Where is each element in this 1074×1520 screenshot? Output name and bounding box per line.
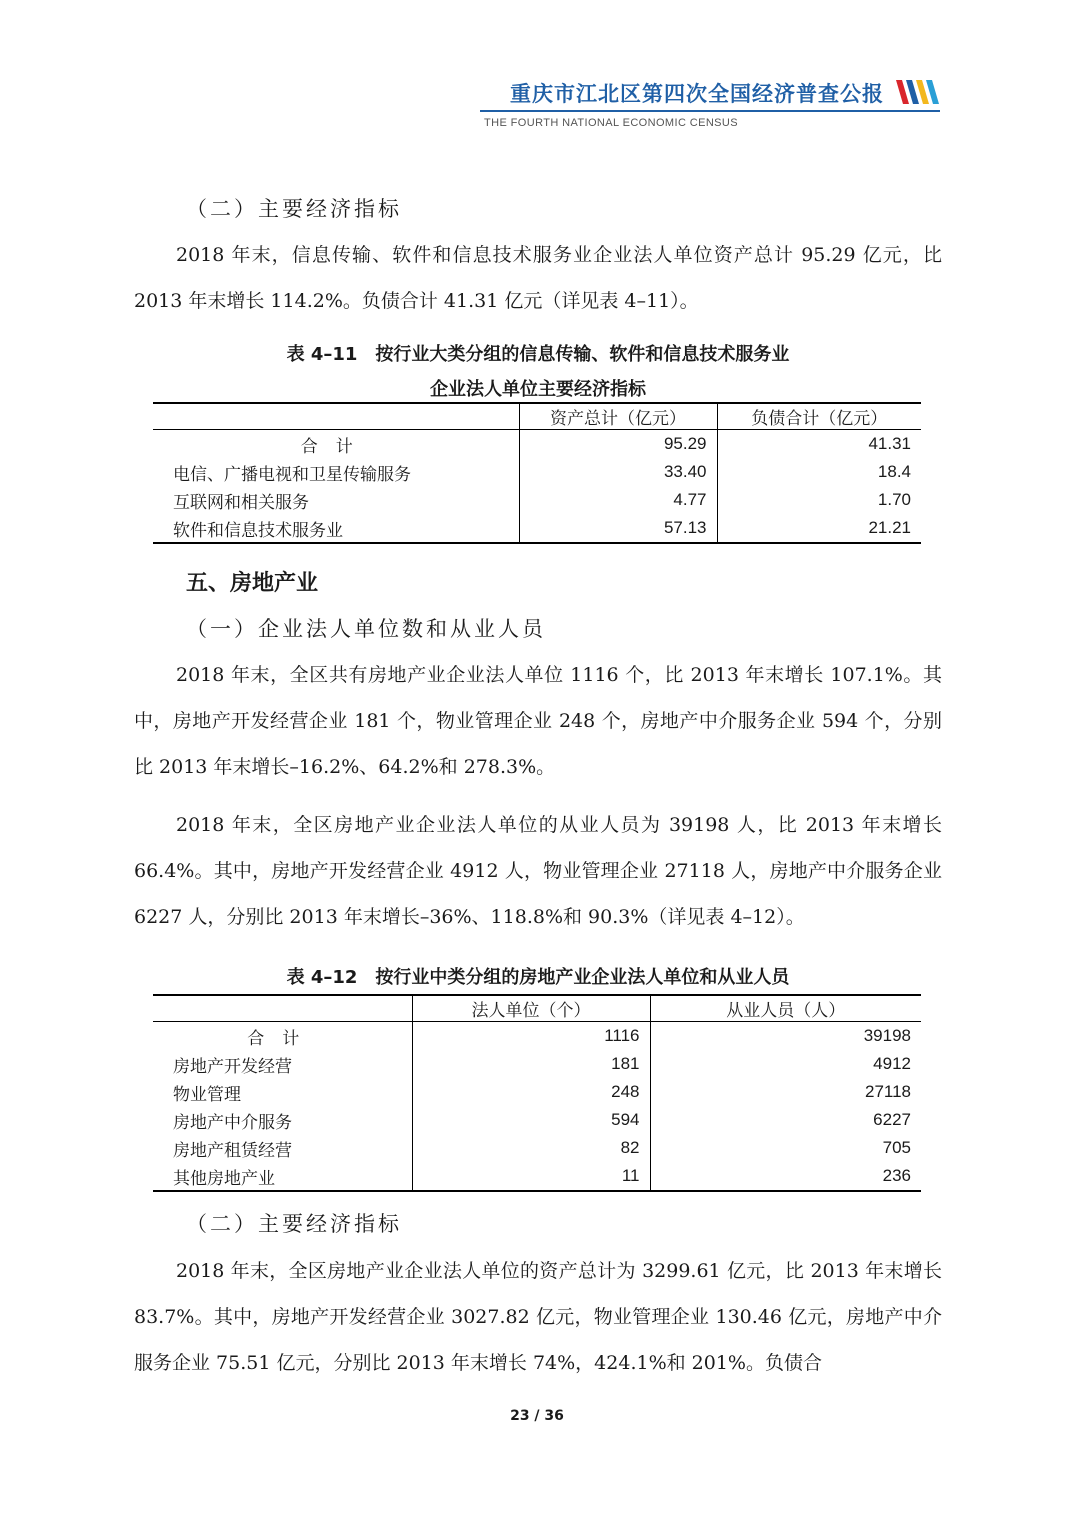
row-label: 房地产租赁经营 — [173, 1140, 292, 1160]
value-cell: 181 — [412, 1050, 650, 1078]
value-cell: 4912 — [650, 1050, 921, 1078]
header-subtitle: THE FOURTH NATIONAL ECONOMIC CENSUS — [484, 117, 738, 129]
section-heading: （一）企业法人单位数和从业人员 — [186, 617, 546, 641]
table-header-row — [153, 995, 921, 1022]
paragraph: 2018 年末，全区房地产业企业法人单位的资产总计为 3299.61 亿元，比 2013 年末增长 83.7%。其中，房地产开发经营企业 3027.82 亿元，物业管理企业 130.46 亿元，房地产中介服务企业 75.51 亿元，分别比 2013 年末增长 74%，424.1%和 201%。负债合 — [134, 1260, 942, 1374]
value-cell: 236 — [650, 1162, 921, 1191]
value-cell: 11 — [412, 1162, 650, 1191]
page-header — [0, 0, 1074, 140]
header-cell: 法人单位（个） — [412, 995, 650, 1022]
value-cell: 4.77 — [519, 486, 717, 514]
paragraph: 2018 年末，全区共有房地产业企业法人单位 1116 个，比 2013 年末增长 107.1%。其中，房地产开发经营企业 181 个，物业管理企业 248 个，房地产中介服务企业 594 个，分别比 2013 年末增长–16.2%、64.2%和 278.3%。 — [134, 664, 942, 778]
value-cell: 594 — [412, 1106, 650, 1134]
table-4-12-caption: 表 4–12 按行业中类分组的房地产业企业法人单位和从业人员 — [286, 967, 790, 988]
value-cell: 39198 — [650, 1022, 921, 1051]
row-label: 互联网和相关服务 — [173, 492, 309, 512]
value-cell: 248 — [412, 1078, 650, 1106]
header-stripes-logo — [896, 80, 940, 104]
value-cell: 18.4 — [717, 458, 921, 486]
header-cell — [153, 403, 519, 430]
header-rule — [480, 110, 940, 112]
table-4-12 — [153, 994, 921, 1192]
table-row — [153, 1078, 921, 1106]
row-label: 合计 — [300, 436, 371, 456]
row-label: 房地产开发经营 — [173, 1056, 292, 1076]
value-cell: 21.21 — [717, 514, 921, 543]
table-row — [153, 1106, 921, 1134]
table-4-11 — [153, 402, 921, 544]
table-4-11-caption-line1: 表 4–11 按行业大类分组的信息传输、软件和信息技术服务业 — [286, 344, 790, 365]
table-row — [153, 458, 921, 486]
chapter-title: 五、房地产业 — [186, 571, 319, 596]
value-cell: 1116 — [412, 1022, 650, 1051]
table-row — [153, 486, 921, 514]
table-row — [153, 1022, 921, 1051]
row-label: 软件和信息技术服务业 — [153, 514, 519, 543]
row-label: 房地产中介服务 — [173, 1112, 292, 1132]
value-cell: 705 — [650, 1134, 921, 1162]
section-heading: （二）主要经济指标 — [186, 1212, 402, 1236]
table-row — [153, 430, 921, 459]
section-heading: （二）主要经济指标 — [186, 197, 402, 221]
value-cell: 27118 — [650, 1078, 921, 1106]
paragraph: 2018 年末，信息传输、软件和信息技术服务业企业法人单位资产总计 95.29 亿元，比 2013 年末增长 114.2%。负债合计 41.31 亿元（详见表 4–11）。 — [134, 244, 942, 312]
value-cell: 33.40 — [519, 458, 717, 486]
value-cell: 82 — [412, 1134, 650, 1162]
table-row — [153, 1050, 921, 1078]
header-cell: 负债合计（亿元） — [717, 403, 921, 430]
table-row — [153, 1162, 921, 1191]
row-label: 电信、广播电视和卫星传输服务 — [173, 464, 411, 484]
table-row — [153, 1134, 921, 1162]
table-row — [153, 514, 921, 543]
header-cell: 从业人员（人） — [650, 995, 921, 1022]
page-number: 23 / 36 — [510, 1408, 564, 1424]
paragraph: 2018 年末，全区房地产业企业法人单位的从业人员为 39198 人，比 2013 年末增长 66.4%。其中，房地产开发经营企业 4912 人，物业管理企业 27118 人，房地产中介服务企业 6227 人，分别比 2013 年末增长–36%、118.8%和 90.3%（详见表 4–12）。 — [134, 814, 942, 928]
value-cell: 6227 — [650, 1106, 921, 1134]
value-cell: 1.70 — [717, 486, 921, 514]
value-cell: 57.13 — [519, 514, 717, 543]
header-title: 重庆市江北区第四次全国经济普查公报 — [510, 81, 884, 106]
value-cell: 95.29 — [519, 430, 717, 459]
table-header-row — [153, 403, 921, 430]
header-cell — [153, 995, 412, 1022]
table-4-11-caption-line2: 企业法人单位主要经济指标 — [430, 379, 646, 400]
value-cell: 41.31 — [717, 430, 921, 459]
row-label: 物业管理 — [173, 1084, 241, 1104]
header-cell: 资产总计（亿元） — [519, 403, 717, 430]
row-label: 其他房地产业 — [153, 1162, 412, 1191]
row-label: 合计 — [247, 1028, 318, 1048]
